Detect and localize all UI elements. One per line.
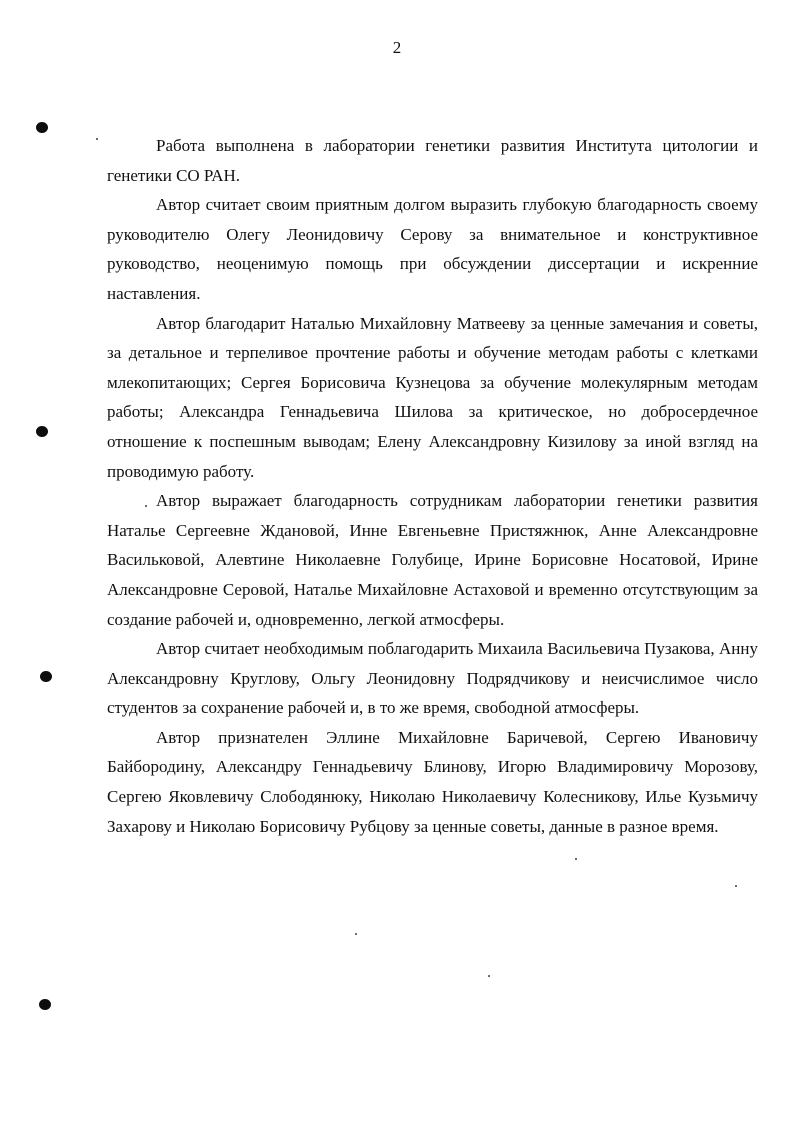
scan-speck [145,505,147,507]
acknowledgements-text [107,131,758,841]
punch-hole-mark [36,426,48,437]
punch-hole-mark [36,122,48,133]
page-number: 2 [392,38,402,57]
scan-speck [96,138,98,140]
paragraph-students-thanks: Автор считает необходимым поблагодарить Михаила Васильевича Пузакова, Анну Александровну Круглову, Ольгу Леонидовну Подрядчикову и неисчислимое число студентов за сохранение рабочей и, в то же время, свободной атмосферы. [107,639,758,718]
punch-hole-mark [39,999,51,1010]
paragraph-advice-thanks: Автор признателен Эллине Михайловне Баричевой, Сергею Ивановичу Байбородину, Александру Геннадьевичу Блинову, Игорю Владимировичу Морозову, Сергею Яковлевичу Слободянюку, Николаю Николаевичу Колесникову, Илье Кузьмичу Захарову и Николаю Борисовичу Рубцову за ценные советы, данные в разное время. [107,727,758,836]
scan-speck [575,858,577,860]
scan-speck [355,933,357,935]
paragraph-lab-staff-thanks: Автор выражает благодарность сотрудникам лаборатории генетики развития Наталье Сергеевне Ждановой, Инне Евгеньевне Пристяжнюк, Анне Александровне Васильковой, Алевтине Николаевне Голубице, Ирине Борисовне Носатовой, Ирине Александровне Серовой, Наталье Михайловне Астаховой и временно отсутствующим за создание рабочей и, одновременно, легкой атмосферы. [107,491,758,629]
paragraph-methods-thanks: Автор благодарит Наталью Михайловну Матвееву за ценные замечания и советы, за детальное и терпеливое прочтение работы и обучение методам работы с клетками млекопитающих; Сергея Борисовича Кузнецова за обучение молекулярным методам работы; Александра Геннадьевича Шилова за критическое, но добросердечное отношение к поспешным выводам; Елену Александровну Кизилову за иной взгляд на проводимую работу. [107,313,758,481]
scan-speck [488,975,490,977]
paragraph-supervisor-thanks: Автор считает своим приятным долгом выразить глубокую благодарность своему руководителю Олегу Леонидовичу Серову за внимательное и конструктивное руководство, неоценимую помощь при обсуждении диссертации и искренние наставления. [107,195,758,303]
paragraph-lab-affiliation: Работа выполнена в лаборатории генетики развития Института цитологии и генетики СО РАН. [107,136,758,185]
punch-hole-mark [40,671,52,682]
scan-speck [735,885,737,887]
